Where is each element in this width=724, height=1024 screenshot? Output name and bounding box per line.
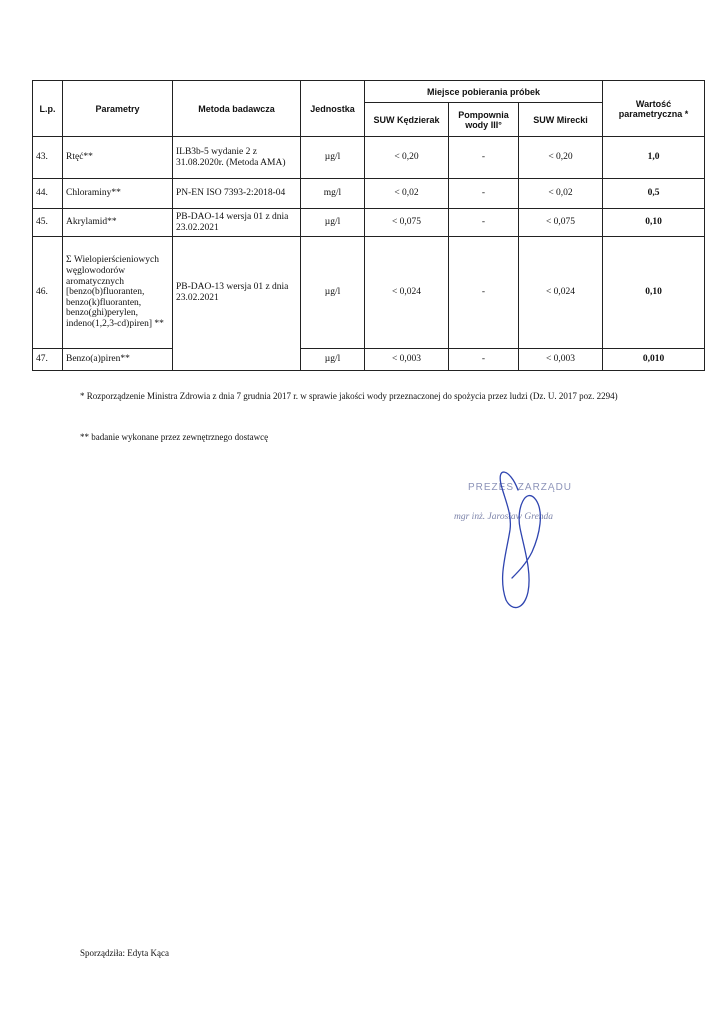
results-table (32, 80, 705, 371)
row-parametr: Chloraminy** (63, 179, 173, 209)
row-parametr: Σ Wielopierścieniowych węglowodorów aromatycznych [benzo(b)fluoranten, benzo(k)fluoranten, benzo(ghi)perylen, indeno(1,2,3-cd)piren] ** (63, 237, 173, 349)
row-jednostka: µg/l (301, 209, 365, 237)
row-kedzierak: < 0,20 (365, 137, 449, 179)
prepared-by: Sporządziła: Edyta Kąca (80, 948, 169, 958)
table-row (33, 137, 705, 179)
row-metoda: PN-EN ISO 7393-2:2018-04 (173, 179, 301, 209)
row-wartosc: 0,5 (603, 179, 705, 209)
row-kedzierak: < 0,075 (365, 209, 449, 237)
row-parametr: Akrylamid** (63, 209, 173, 237)
stamp-name: mgr inż. Jarosław Grenda (454, 512, 554, 522)
row-lp: 45. (33, 209, 63, 237)
row-jednostka: µg/l (301, 137, 365, 179)
header-pompownia: Pompownia wody III° (449, 103, 519, 137)
row-lp: 44. (33, 179, 63, 209)
table-row (33, 209, 705, 237)
row-metoda: PB-DAO-13 wersja 01 z dnia 23.02.2021 (173, 237, 301, 349)
row-pompownia: - (449, 237, 519, 349)
row-mirecki: < 0,003 (519, 349, 603, 371)
signature-block (440, 460, 620, 620)
row-mirecki: < 0,20 (519, 137, 603, 179)
row-parametr: Benzo(a)piren** (63, 349, 173, 371)
row-jednostka: mg/l (301, 179, 365, 209)
row-mirecki: < 0,075 (519, 209, 603, 237)
row-metoda (173, 349, 301, 371)
footnote-regulation: * Rozporządzenie Ministra Zdrowia z dnia 7 grudnia 2017 r. w sprawie jakości wody przeznaczonej do spożycia przez ludzi (Dz. U. 2017 poz. 2294) (80, 391, 618, 401)
header-miejsce: Miejsce pobierania próbek (365, 81, 603, 103)
row-jednostka: µg/l (301, 237, 365, 349)
row-lp: 43. (33, 137, 63, 179)
table-row (33, 349, 705, 371)
header-jednostka: Jednostka (301, 81, 365, 137)
header-parametry: Parametry (63, 81, 173, 137)
header-metoda: Metoda badawcza (173, 81, 301, 137)
handwritten-signature (440, 460, 620, 620)
row-wartosc: 0,010 (603, 349, 705, 371)
row-metoda: PB-DAO-14 wersja 01 z dnia 23.02.2021 (173, 209, 301, 237)
row-metoda: ILB3b-5 wydanie 2 z 31.08.2020r. (Metoda AMA) (173, 137, 301, 179)
header-suw-kedzierak: SUW Kędzierak (365, 103, 449, 137)
header-wartosc: Wartość parametryczna * (603, 81, 705, 137)
header-suw-mirecki: SUW Mirecki (519, 103, 603, 137)
row-wartosc: 0,10 (603, 209, 705, 237)
row-pompownia: - (449, 209, 519, 237)
header-lp: L.p. (33, 81, 63, 137)
row-lp: 46. (33, 237, 63, 349)
row-pompownia: - (449, 349, 519, 371)
row-kedzierak: < 0,024 (365, 237, 449, 349)
row-kedzierak: < 0,02 (365, 179, 449, 209)
row-wartosc: 0,10 (603, 237, 705, 349)
row-parametr: Rtęć** (63, 137, 173, 179)
row-pompownia: - (449, 137, 519, 179)
row-mirecki: < 0,024 (519, 237, 603, 349)
stamp-title: PREZES ZARZĄDU (468, 482, 573, 493)
row-jednostka: µg/l (301, 349, 365, 371)
table-row (33, 237, 705, 349)
table-row (33, 179, 705, 209)
row-lp: 47. (33, 349, 63, 371)
row-mirecki: < 0,02 (519, 179, 603, 209)
row-kedzierak: < 0,003 (365, 349, 449, 371)
row-pompownia: - (449, 179, 519, 209)
row-wartosc: 1,0 (603, 137, 705, 179)
footnote-external-supplier: ** badanie wykonane przez zewnętrznego dostawcę (80, 432, 269, 442)
